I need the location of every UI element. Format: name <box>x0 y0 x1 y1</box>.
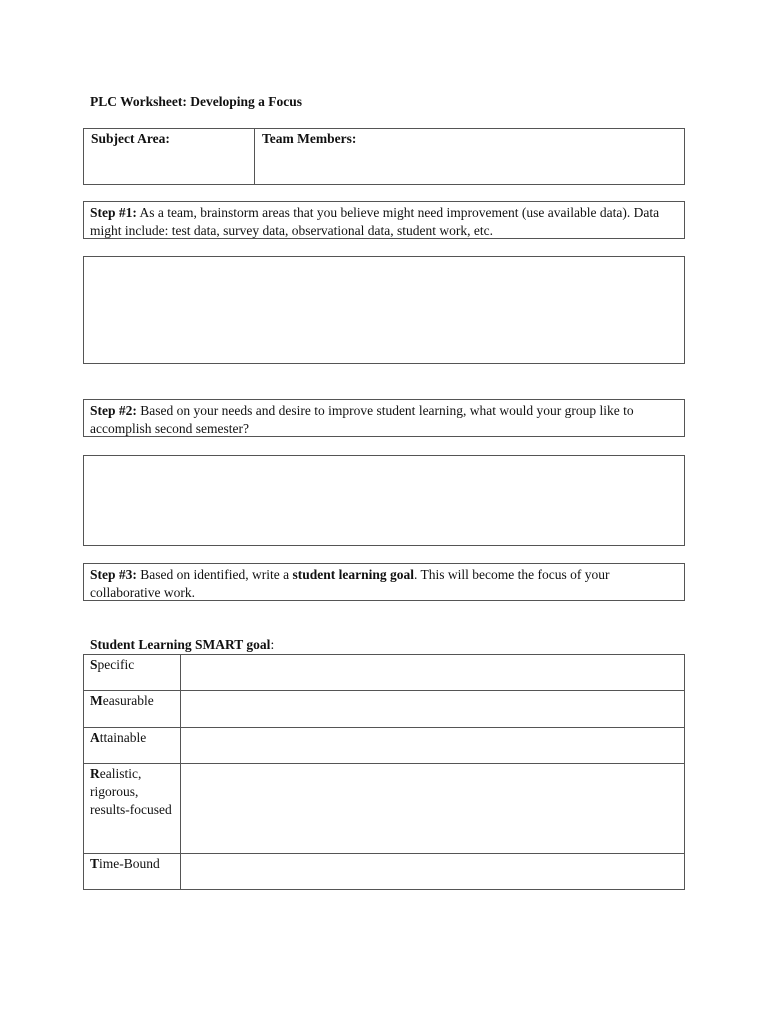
smart-letter: S <box>90 657 98 672</box>
smart-label-attainable <box>84 728 181 764</box>
smart-input-specific[interactable] <box>181 655 685 691</box>
step1-response-box[interactable] <box>83 256 685 364</box>
table-row <box>84 764 685 854</box>
smart-input-realistic[interactable] <box>181 764 685 854</box>
header-table <box>83 128 685 185</box>
smart-label-measurable <box>84 691 181 728</box>
step2-text: Based on your needs and desire to improve student learning, what would your group like to accomplish second semester? <box>90 403 634 436</box>
smart-goal-heading-colon: : <box>270 637 275 652</box>
subject-area-label: Subject Area: <box>91 131 170 146</box>
table-row <box>84 655 685 691</box>
smart-input-attainable[interactable] <box>181 728 685 764</box>
smart-word: pecific <box>97 657 135 672</box>
subject-area-cell[interactable] <box>84 129 255 185</box>
step1-box <box>83 201 685 239</box>
page-title: PLC Worksheet: Developing a Focus <box>90 94 302 109</box>
smart-word: ime-Bound <box>99 856 160 871</box>
step1-label: Step #1: <box>90 205 137 220</box>
step3-text-before: Based on identified, write a <box>136 567 293 582</box>
smart-input-measurable[interactable] <box>181 691 685 728</box>
smart-label-time-bound <box>84 854 181 890</box>
team-members-label: Team Members: <box>262 131 357 146</box>
smart-word: ttainable <box>99 730 147 745</box>
smart-input-time-bound[interactable] <box>181 854 685 890</box>
smart-letter: A <box>90 730 100 745</box>
step2-box <box>83 399 685 437</box>
step2-response-box[interactable] <box>83 455 685 546</box>
smart-goal-table <box>83 654 685 890</box>
smart-goal-heading-text: Student Learning SMART goal <box>90 637 271 652</box>
smart-letter: T <box>90 856 100 871</box>
smart-goal-heading <box>90 637 274 653</box>
smart-label-specific <box>84 655 181 691</box>
smart-letter: M <box>90 693 103 708</box>
table-row <box>84 728 685 764</box>
step2-label: Step #2: <box>90 403 137 418</box>
smart-label-realistic <box>84 764 181 854</box>
smart-word: easurable <box>102 693 154 708</box>
step3-bold-text: student learning goal <box>292 567 414 582</box>
step3-box <box>83 563 685 601</box>
step1-text: As a team, brainstorm areas that you believe might need improvement (use available data). Data might include: test data, survey data, observational data, student work, etc. <box>90 205 660 238</box>
table-row <box>84 854 685 890</box>
smart-word: ealistic, rigorous, results-focused <box>90 766 172 817</box>
table-row <box>84 691 685 728</box>
step3-label: Step #3: <box>90 567 137 582</box>
smart-letter: R <box>90 766 100 781</box>
team-members-cell[interactable] <box>255 129 685 185</box>
step3-text-after: . This will become the focus of your collaborative work. <box>90 567 610 600</box>
